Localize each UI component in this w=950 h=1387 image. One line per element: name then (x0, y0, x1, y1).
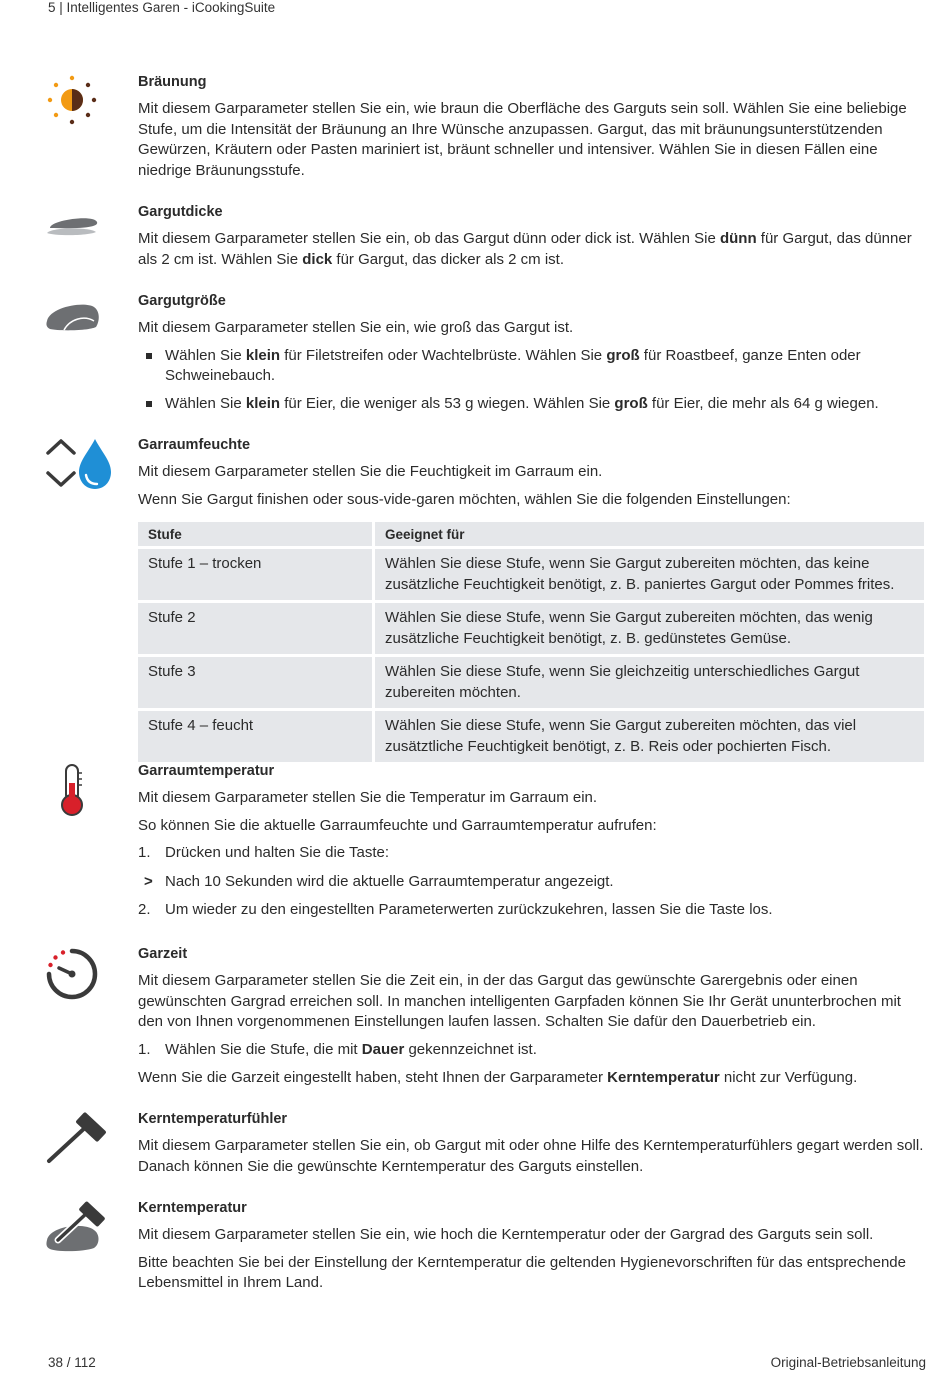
section-text: Mit diesem Garparameter stellen Sie ein, ob das Gargut dünn oder dick ist. Wählen Sie dünn für Gargut, das dünner als 2 cm ist. Wählen Sie dick für Gargut, das dicker als 2 cm ist. (138, 230, 912, 268)
section-title: Gargutdicke (138, 204, 223, 220)
sun-half-icon (44, 74, 100, 135)
cell-description: Wählen Sie diese Stufe, wenn Sie Gargut zubereiten möchten, das wenig zusätzliche Feuchtigkeit benötigt, z. B. gedünstetes Gemüse. (375, 603, 924, 654)
table-row (138, 603, 924, 654)
list-item-result: > Nach 10 Sekunden wird die aktuelle Garraumtemperatur angezeigt. (144, 872, 614, 890)
section-text: Mit diesem Garparameter stellen Sie ein, wie groß das Gargut ist. (138, 319, 574, 336)
cell-stufe: Stufe 4 – feucht (138, 711, 372, 762)
list-item: 1. Wählen Sie die Stufe, die mit Dauer gekennzeichnet ist. (138, 1040, 537, 1058)
section-text: Mit diesem Garparameter stellen Sie ein, ob Gargut mit oder ohne Hilfe des Kerntemperaturfühlers gegart werden soll. Danach können Sie die gewünschte Kerntemperatur des Garguts einstellen. (138, 1137, 924, 1175)
list-item: Wählen Sie klein für Eier, die weniger als 53 g wiegen. Wählen Sie groß für Eier, die mehr als 64 g wiegen. (138, 394, 928, 415)
section-title: Gargutgröße (138, 293, 226, 309)
cell-stufe: Stufe 3 (138, 657, 372, 708)
humidity-drop-icon (44, 437, 114, 498)
section-title: Garraumtemperatur (138, 763, 275, 779)
cell-description: Wählen Sie diese Stufe, wenn Sie gleichzeitig unterschiedliches Gargut zubereiten möchten. (375, 657, 924, 708)
section-text: Mit diesem Garparameter stellen Sie die Temperatur im Garraum ein. (138, 789, 598, 806)
step-list (138, 843, 928, 921)
column-header-stufe: Stufe (138, 522, 372, 546)
section-text: Wenn Sie Gargut finishen oder sous-vide-garen möchten, wählen Sie die folgenden Einstellungen: (138, 490, 791, 508)
section-text: Mit diesem Garparameter stellen Sie die Feuchtigkeit im Garraum ein. (138, 463, 603, 480)
page-number: 38 / 112 (48, 1355, 96, 1370)
section-title: Kerntemperatur (138, 1200, 247, 1216)
table-row (138, 549, 924, 600)
section-text: Mit diesem Garparameter stellen Sie die Zeit ein, in der das Gargut das gewünschte Garergebnis oder einen gewünschten Gargrad erreichen soll. In manchen intelligenten Garpfaden können Sie Ihr Gerät ununterbrochen mit den von Ihnen vorgenommenen Einstellungen laufen lassen. Schalten Sie dafür den Dauerbetrieb ein. (138, 972, 901, 1030)
thermometer-icon (56, 763, 88, 824)
section-title: Garraumfeuchte (138, 437, 251, 453)
section-title: Garzeit (138, 946, 188, 962)
section-text: So können Sie die aktuelle Garraumfeuchte und Garraumtemperatur aufrufen: (138, 816, 657, 834)
core-probe-icon (44, 1111, 112, 1172)
cell-description: Wählen Sie diese Stufe, wenn Sie Gargut zubereiten möchten, das viel zusätztliche Feuchtigkeit benötigt, z. B. Reis oder pochierten Fisch. (375, 711, 924, 762)
list-item: Wählen Sie klein für Filetstreifen oder Wachtelbrüste. Wählen Sie groß für Roastbeef, ganze Enten oder Schweinebauch. (138, 346, 928, 387)
cell-stufe: Stufe 1 – trocken (138, 549, 372, 600)
cell-stufe: Stufe 2 (138, 603, 372, 654)
document-title: Original-Betriebsanleitung (770, 1355, 926, 1370)
page-header: 5 | Intelligentes Garen - iCookingSuite (48, 0, 276, 15)
bullet-list (138, 346, 928, 415)
table-row (138, 657, 924, 708)
table-header-row (138, 522, 924, 546)
core-temperature-icon (44, 1200, 112, 1261)
timer-icon (44, 946, 100, 1007)
section-title: Kerntemperaturfühler (138, 1111, 288, 1127)
cell-description: Wählen Sie diese Stufe, wenn Sie Gargut zubereiten möchten, das keine zusätzliche Feuchtigkeit benötigt, z. B. paniertes Gargut oder Pommes frites. (375, 549, 924, 600)
section-text: Mit diesem Garparameter stellen Sie ein, wie hoch die Kerntemperatur oder der Gargrad des Garguts sein soll. (138, 1226, 874, 1243)
section-title: Bräunung (138, 74, 207, 90)
step-list (138, 1040, 928, 1061)
food-thickness-icon (44, 212, 100, 243)
food-size-icon (44, 299, 102, 338)
list-item: 2. Um wieder zu den eingestellten Parameterwerten zurückzukehren, lassen Sie die Taste los. (138, 901, 773, 918)
humidity-table (135, 519, 927, 765)
section-text: Wenn Sie die Garzeit eingestellt haben, steht Ihnen der Garparameter Kerntemperatur nicht zur Verfügung. (138, 1069, 858, 1086)
column-header-geeignet: Geeignet für (375, 522, 924, 546)
table-row (138, 711, 924, 762)
section-text: Bitte beachten Sie bei der Einstellung der Kerntemperatur die geltenden Hygienevorschriften für das entsprechende Lebensmittel in Ihrem Land. (138, 1253, 906, 1291)
section-text: Mit diesem Garparameter stellen Sie ein, wie braun die Oberfläche des Garguts sein soll. Wählen Sie eine beliebige Stufe, um die Intensität der Bräunung an Ihre Wünsche anzupassen. Gargut, das mit bräunungsunterstützenden Gewürzen, Kräutern oder Pasten mariniert ist, bräunt schneller und intensiver. Wählen Sie in diesen Fällen eine niedrige Bräunungsstufe. (138, 100, 907, 179)
list-item: 1. Drücken und halten Sie die Taste: (138, 844, 390, 861)
